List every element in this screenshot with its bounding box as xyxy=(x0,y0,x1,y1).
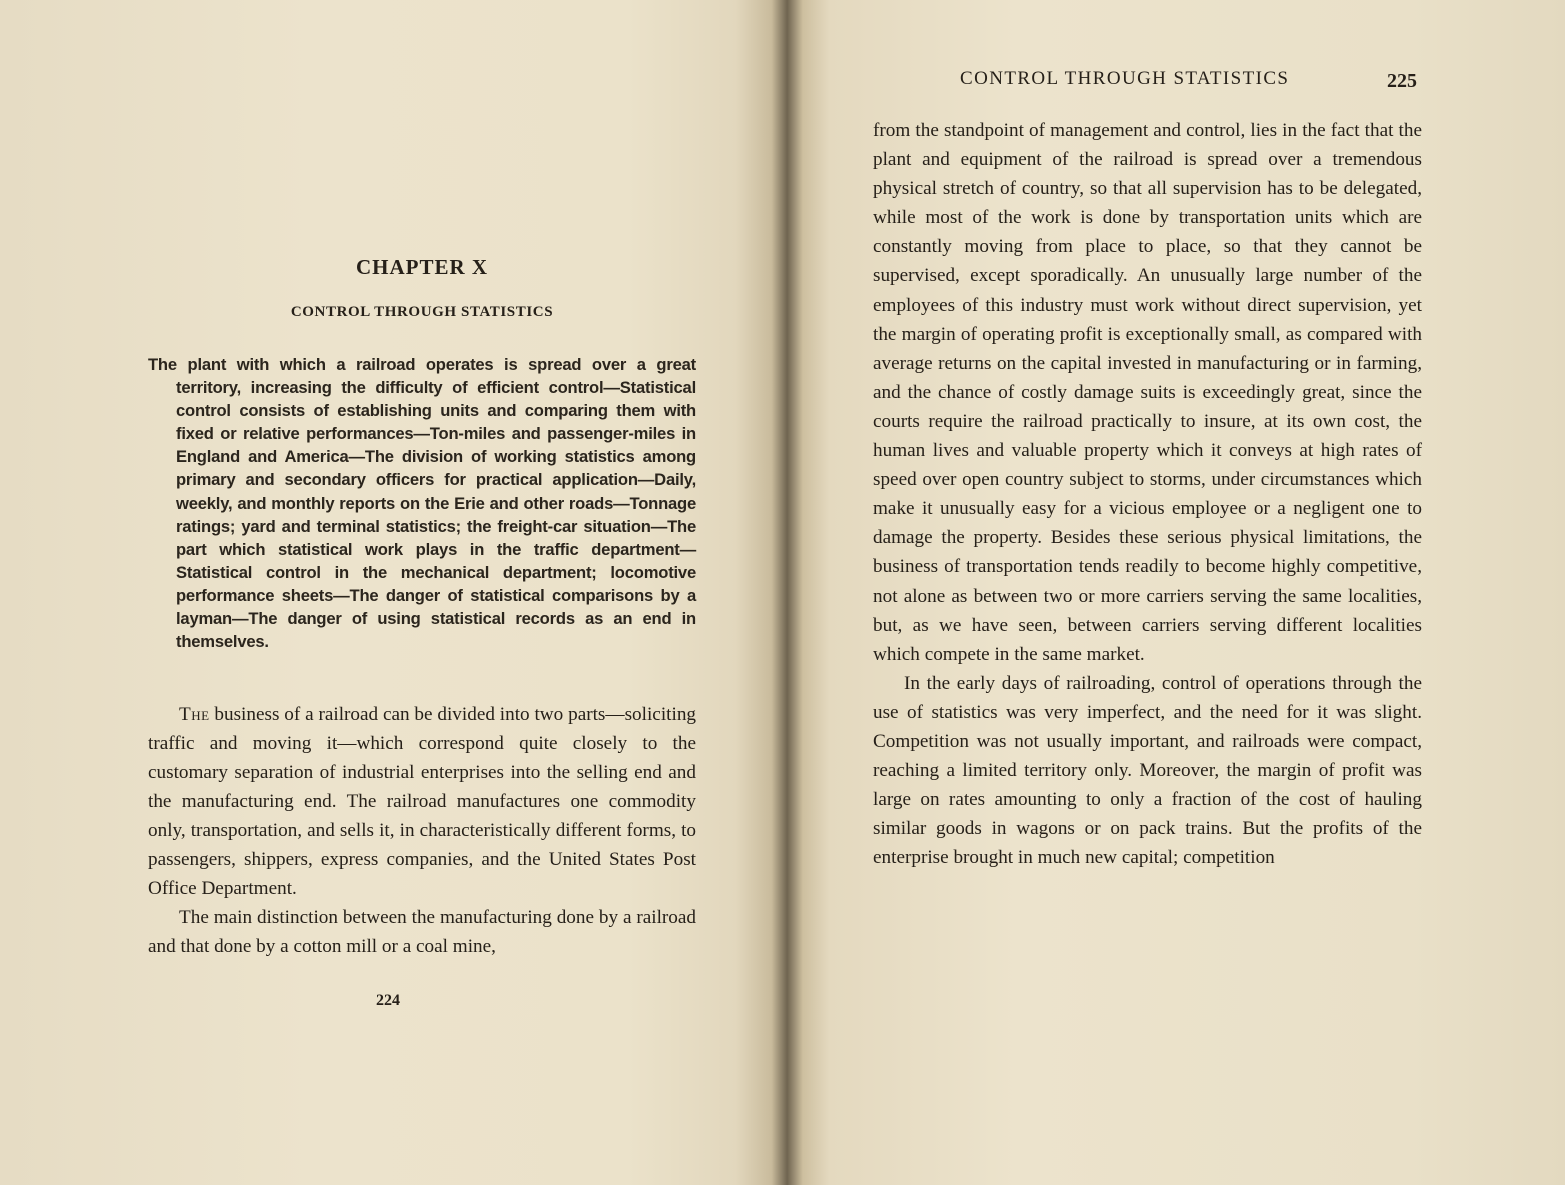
chapter-title: CONTROL THROUGH STATISTICS xyxy=(290,304,554,320)
chapter-summary: The plant with which a railroad operates is spread over a great territory, increasing the difficulty of efficient control—Statistical control consists of establishing units and comparing them with fixed or relative performances—Ton-miles and passenger-miles in England and America—The division of working statistics among primary and secondary officers for practical application—Daily, weekly, and monthly reports on the Erie and other roads—Tonnage ratings; yard and terminal statistics; the freight-car situation—The part which statistical work plays in the traffic department—Statistical control in the mechanical department; locomotive performance sheets—The danger of statistical comparisons by a layman—The danger of using statistical records as an end in themselves. xyxy=(148,355,696,652)
page-number: 225 xyxy=(1387,70,1417,92)
paragraph: from the standpoint of management and control, lies in the fact that the plant and equipment of the railroad is spread over a tremendous physical stretch of country, so that all supervision has to be delegated, while most of the work is done by transportation units which are constantly moving from place to place, so that they cannot be supervised, except sporadically. An unusually large number of the employees of this industry must work without direct supervision, yet the margin of operating profit is exceptionally small, as compared with average returns on the capital invested in manufacturing or in farming, and the chance of costly damage suits is exceedingly great, since the courts require the railroad practically to insure, at its own cost, the human lives and valuable property which it conveys at high rates of speed over open country subject to storms, under circumstances which make it unusually easy for a vicious employee or a negligent one to damage the property. Besides these serious physical limitations, the business of transportation tends readily to become highly competitive, not alone as between two or more carriers serving the same localities, but, as we have seen, between carriers serving different localities which compete in the same market. xyxy=(873,120,1422,665)
paragraph xyxy=(148,700,696,903)
chapter-number: CHAPTER X xyxy=(355,255,489,279)
left-body-text xyxy=(148,700,696,961)
paragraph: In the early days of railroading, control of operations through the use of statistics was very imperfect, and the need for it was slight. Competition was not usually important, and railroads were compact, reaching a limited territory only. Moreover, the margin of profit was large on rates amounting to only a fraction of the cost of hauling similar goods in wagons or on pack trains. But the profits of the enterprise brought in much new capital; competition xyxy=(873,672,1422,869)
paragraph: The main distinction between the manufacturing done by a railroad and that done by a cotton mill or a coal mine, xyxy=(148,907,696,957)
paragraph-text: business of a railroad can be divided into two parts—soliciting traffic and moving it—which correspond quite closely to the customary separation of industrial enterprises into the selling end and the manufacturing end. The railroad manufactures one commodity only, transportation, and sells it, in characteristically different forms, to passengers, shippers, express companies, and the United States Post Office Department. xyxy=(148,704,697,899)
running-head: CONTROL THROUGH STATISTICS xyxy=(960,68,1290,89)
right-body-text xyxy=(873,116,1422,872)
page-number: 224 xyxy=(376,992,400,1009)
paragraph-lead-word: The xyxy=(179,704,210,725)
